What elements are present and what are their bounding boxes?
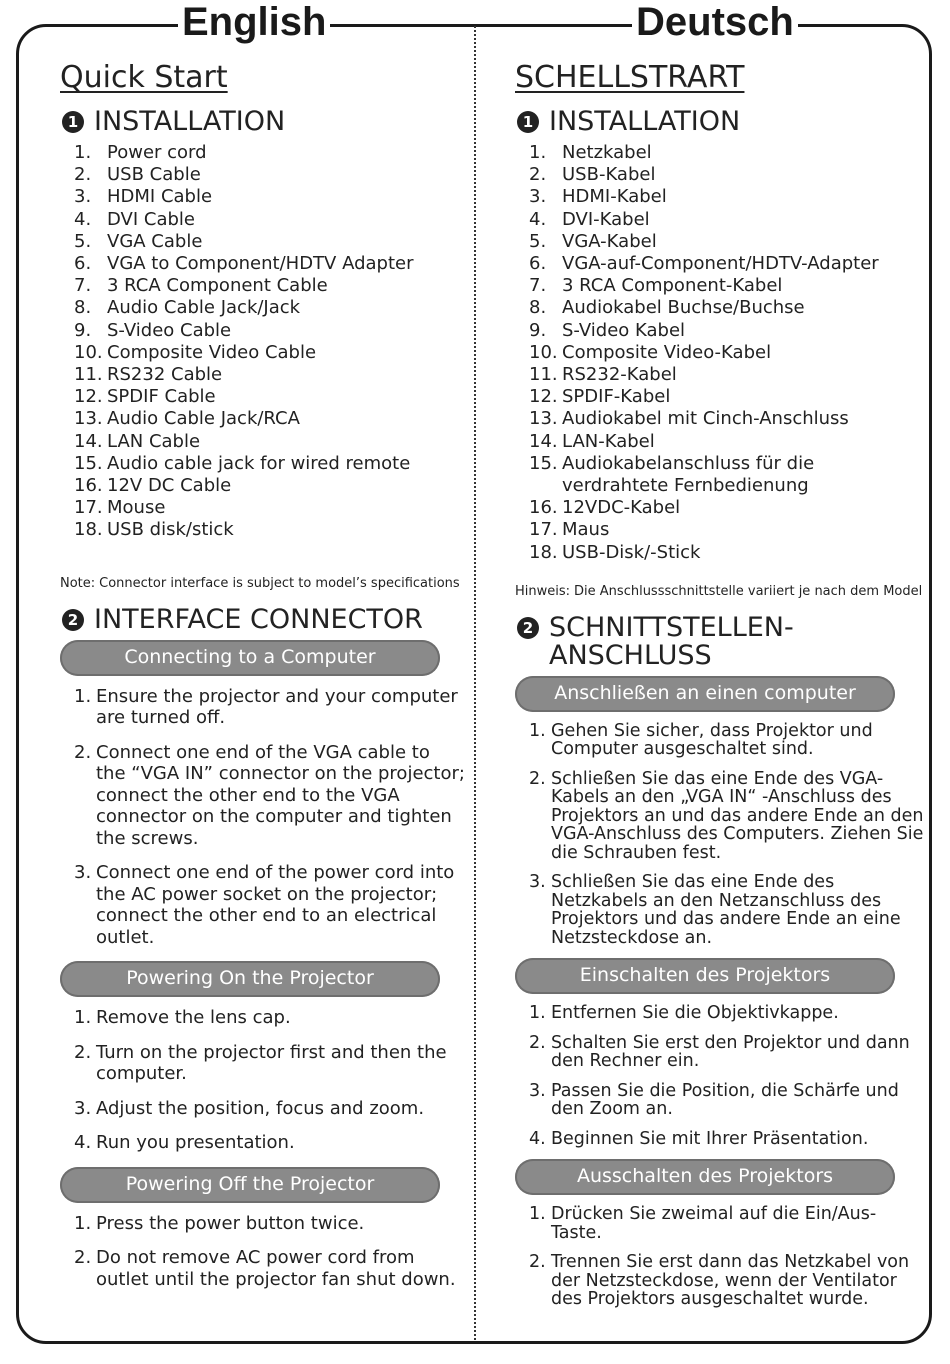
list-item: [74, 453, 465, 475]
item-number: 8.: [529, 297, 547, 319]
list-item: [74, 320, 465, 342]
step-item: [529, 1130, 925, 1149]
interface-heading-text: SCHNITTSTELLEN-ANSCHLUSS: [549, 611, 794, 671]
item-number: 6.: [74, 253, 92, 275]
item-text: Composite Video-Kabel: [562, 341, 772, 363]
list-item: [529, 209, 925, 231]
list-item: [529, 231, 925, 253]
list-item: [74, 342, 465, 364]
english-column: [60, 56, 465, 1303]
item-text: VGA-Kabel: [562, 230, 657, 252]
item-text: Adjust the position, focus and zoom.: [96, 1097, 425, 1119]
item-number: 16.: [529, 497, 558, 519]
list-item: [74, 519, 465, 541]
step-item: [74, 1042, 465, 1085]
item-text: LAN-Kabel: [562, 430, 655, 452]
item-text: Turn on the projector first and then the computer.: [96, 1041, 447, 1085]
item-number: 18.: [74, 519, 103, 541]
step-item: [529, 1004, 925, 1023]
item-text: Schalten Sie erst den Projektor und dann den Rechner ein.: [551, 1032, 910, 1072]
item-text: Audiokabelanschluss für die verdrahtete Fernbedienung: [562, 452, 815, 497]
item-number: 1.: [529, 1204, 546, 1225]
section-number-badge: 1: [62, 111, 84, 133]
step-item: [74, 862, 465, 948]
step-item: [529, 873, 925, 947]
language-label-english: English: [178, 0, 330, 44]
item-number: 8.: [74, 297, 92, 319]
installation-heading: [62, 108, 465, 136]
item-text: Audio Cable Jack/Jack: [107, 297, 301, 319]
item-text: HDMI Cable: [107, 186, 213, 208]
item-number: 1.: [74, 1212, 92, 1234]
item-text: VGA-auf-Component/HDTV-Adapter: [562, 253, 879, 275]
step-item: [529, 770, 925, 863]
connector-note: [515, 584, 925, 600]
section-number-badge: 1: [517, 111, 539, 133]
item-text: 12VDC-Kabel: [562, 497, 681, 519]
list-item: [529, 164, 925, 186]
item-text: Press the power button twice.: [96, 1212, 365, 1234]
item-text: Schließen Sie das eine Ende des Netzkabels an den Netzanschluss des Projektors und das andere Ende an eine Netzsteckdose an.: [551, 872, 901, 948]
item-number: 1.: [74, 1007, 92, 1029]
list-item: [529, 364, 925, 386]
item-number: 11.: [529, 364, 558, 386]
list-item: [74, 297, 465, 319]
list-item: [529, 386, 925, 408]
item-text: USB-Disk/-Stick: [562, 541, 701, 563]
interface-heading: [62, 603, 465, 635]
item-number: 1.: [74, 142, 92, 163]
item-text: Connect one end of the power cord into the AC power socket on the projector; connect the other end to an electrical outlet.: [96, 862, 455, 948]
installation-list: [60, 142, 465, 542]
power-off-header: Powering Off the Projector: [60, 1167, 440, 1203]
item-text: Do not remove AC power cord from outlet until the projector fan shut down.: [96, 1247, 456, 1290]
item-text: Drücken Sie zweimal auf die Ein/Aus-Taste.: [551, 1204, 877, 1243]
item-number: 3.: [74, 862, 92, 884]
list-item: [74, 431, 465, 453]
step-item: [74, 1098, 465, 1120]
item-text: Passen Sie die Position, die Schärfe und den Zoom an.: [551, 1080, 899, 1120]
connector-note: [60, 576, 465, 592]
list-item: [74, 475, 465, 497]
list-item: [74, 275, 465, 297]
item-number: 12.: [74, 386, 103, 408]
list-item: [74, 364, 465, 386]
item-text: USB disk/stick: [107, 519, 234, 541]
list-item: [529, 342, 925, 364]
item-number: 2.: [529, 164, 547, 186]
item-text: DVI-Kabel: [562, 208, 650, 230]
item-text: Entfernen Sie die Objektivkappe.: [551, 1003, 839, 1024]
item-number: 3.: [74, 1097, 92, 1119]
list-item: [529, 408, 925, 430]
list-item: [74, 386, 465, 408]
item-number: 10.: [74, 341, 103, 363]
list-item: [529, 519, 925, 541]
item-number: 3.: [74, 186, 92, 208]
item-text: USB-Kabel: [562, 164, 656, 186]
list-item: [529, 142, 925, 164]
connect-computer-header: Anschließen an einen computer: [515, 676, 895, 712]
list-item: [529, 320, 925, 342]
item-number: 2.: [529, 768, 546, 789]
step-item: [529, 1205, 925, 1242]
item-text: RS232-Kabel: [562, 364, 677, 386]
list-item: [529, 275, 925, 297]
connect-steps: [515, 722, 925, 948]
item-text: Composite Video Cable: [107, 341, 317, 363]
item-number: 4.: [529, 208, 547, 230]
item-text: Schließen Sie das eine Ende des VGA-Kabels an den „VGA IN“ -Anschluss des Projektors an und das andere Ende an den VGA-Anschluss des Computers. Ziehen Sie die Schrauben fest.: [551, 768, 924, 863]
item-text: Beginnen Sie mit Ihrer Präsentation.: [551, 1128, 869, 1149]
item-number: 3.: [529, 872, 546, 893]
item-text: 3 RCA Component Cable: [107, 275, 328, 297]
list-item: [529, 542, 925, 564]
power-on-steps: [515, 1004, 925, 1148]
list-item: [529, 186, 925, 208]
list-item: [74, 186, 465, 208]
section-number-badge: 2: [517, 617, 539, 639]
step-item: [74, 686, 465, 729]
item-text: USB Cable: [107, 164, 201, 186]
item-number: 7.: [529, 275, 547, 297]
interface-heading-text: INTERFACE CONNECTOR: [94, 603, 423, 635]
item-number: 4.: [74, 1132, 92, 1154]
list-item: [74, 253, 465, 275]
item-number: 3.: [529, 186, 547, 208]
power-on-header: Einschalten des Projektors: [515, 958, 895, 994]
item-text: S-Video Kabel: [562, 319, 686, 341]
installation-heading-text: INSTALLATION: [94, 106, 286, 137]
item-number: 3.: [529, 1080, 546, 1101]
item-text: DVI Cable: [107, 208, 195, 230]
note-label: Hinweis:: [515, 583, 571, 599]
power-on-steps: [60, 1007, 465, 1154]
item-number: 5.: [74, 230, 92, 252]
item-number: 2.: [74, 1041, 92, 1063]
item-text: Audiokabel Buchse/Buchse: [562, 297, 805, 319]
connect-steps: [60, 686, 465, 949]
german-column: [515, 56, 925, 1320]
connect-computer-header: Connecting to a Computer: [60, 640, 440, 676]
step-item: [74, 1007, 465, 1029]
item-text: S-Video Cable: [107, 319, 232, 341]
note-label: Note:: [60, 575, 96, 591]
item-number: 1.: [529, 142, 547, 163]
list-item: [529, 297, 925, 319]
step-item: [529, 1082, 925, 1119]
list-item: [74, 164, 465, 186]
item-number: 2.: [74, 164, 92, 186]
step-item: [74, 1213, 465, 1235]
item-number: 17.: [74, 497, 103, 519]
item-number: 1.: [529, 720, 546, 741]
step-item: [529, 722, 925, 759]
step-item: [74, 742, 465, 850]
item-number: 1.: [529, 1003, 546, 1024]
item-number: 2.: [74, 741, 92, 763]
step-item: [529, 1253, 925, 1309]
item-number: 9.: [74, 319, 92, 341]
item-text: VGA Cable: [107, 230, 203, 252]
item-text: Run you presentation.: [96, 1132, 295, 1154]
list-item: [74, 497, 465, 519]
list-item: [74, 408, 465, 430]
power-off-steps: [515, 1205, 925, 1309]
step-item: [74, 1132, 465, 1154]
item-text: Mouse: [107, 497, 166, 519]
list-item: [74, 231, 465, 253]
item-text: 3 RCA Component-Kabel: [562, 275, 783, 297]
item-number: 18.: [529, 541, 558, 563]
item-number: 2.: [74, 1247, 92, 1269]
item-number: 10.: [529, 341, 558, 363]
item-text: Power cord: [107, 142, 207, 163]
item-text: HDMI-Kabel: [562, 186, 667, 208]
item-text: Connect one end of the VGA cable to the “VGA IN” connector on the projector; connect the other end to the VGA connector on the computer and tighten the screws.: [96, 741, 465, 849]
item-text: Trennen Sie erst dann das Netzkabel von der Netzsteckdose, wenn der Ventilator des Projektors ausgeschaltet wurde.: [551, 1252, 910, 1310]
note-text: Die Anschlussschnittstelle variiert je nach dem Model: [574, 583, 923, 599]
item-number: 9.: [529, 319, 547, 341]
item-text: Maus: [562, 519, 610, 541]
language-label-deutsch: Deutsch: [632, 0, 798, 44]
column-divider: [474, 26, 476, 1340]
list-item: [529, 253, 925, 275]
item-number: 2.: [529, 1032, 546, 1053]
item-text: Audio cable jack for wired remote: [107, 452, 411, 474]
power-off-header: Ausschalten des Projektors: [515, 1159, 895, 1195]
item-number: 15.: [529, 452, 558, 474]
item-text: SPDIF-Kabel: [562, 386, 671, 408]
item-number: 2.: [529, 1252, 546, 1273]
list-item: [529, 453, 925, 497]
list-item: [529, 497, 925, 519]
step-item: [74, 1247, 465, 1290]
item-text: Audio Cable Jack/RCA: [107, 408, 300, 430]
item-text: VGA to Component/HDTV Adapter: [107, 253, 414, 275]
step-item: [529, 1034, 925, 1071]
item-number: 15.: [74, 452, 103, 474]
item-number: 14.: [74, 430, 103, 452]
list-item: [529, 431, 925, 453]
item-text: Audiokabel mit Cinch-Anschluss: [562, 408, 849, 430]
item-number: 4.: [529, 1128, 546, 1149]
item-number: 7.: [74, 275, 92, 297]
interface-heading: [517, 611, 817, 671]
installation-list: [515, 142, 925, 564]
item-text: SPDIF Cable: [107, 386, 216, 408]
item-number: 1.: [74, 685, 92, 707]
list-item: [74, 142, 465, 164]
item-number: 13.: [529, 408, 558, 430]
item-number: 17.: [529, 519, 558, 541]
list-item: [74, 209, 465, 231]
note-text: Connector interface is subject to model’s specifications: [99, 575, 460, 591]
item-text: LAN Cable: [107, 430, 201, 452]
item-number: 13.: [74, 408, 103, 430]
item-number: 5.: [529, 230, 547, 252]
item-number: 6.: [529, 253, 547, 275]
item-number: 4.: [74, 208, 92, 230]
item-number: 12.: [529, 386, 558, 408]
item-number: 11.: [74, 364, 103, 386]
item-text: Gehen Sie sicher, dass Projektor und Computer ausgeschaltet sind.: [551, 720, 873, 760]
page-title: Quick Start: [60, 60, 228, 95]
power-on-header: Powering On the Projector: [60, 961, 440, 997]
item-number: 16.: [74, 475, 103, 497]
installation-heading-text: INSTALLATION: [549, 106, 741, 137]
installation-heading: [517, 108, 925, 136]
item-text: RS232 Cable: [107, 364, 223, 386]
section-number-badge: 2: [62, 609, 84, 631]
page-title: SCHELLSTRART: [515, 60, 745, 95]
power-off-steps: [60, 1213, 465, 1291]
item-number: 14.: [529, 430, 558, 452]
item-text: 12V DC Cable: [107, 475, 232, 497]
item-text: Ensure the projector and your computer are turned off.: [96, 685, 458, 729]
item-text: Netzkabel: [562, 142, 652, 163]
item-text: Remove the lens cap.: [96, 1007, 291, 1029]
